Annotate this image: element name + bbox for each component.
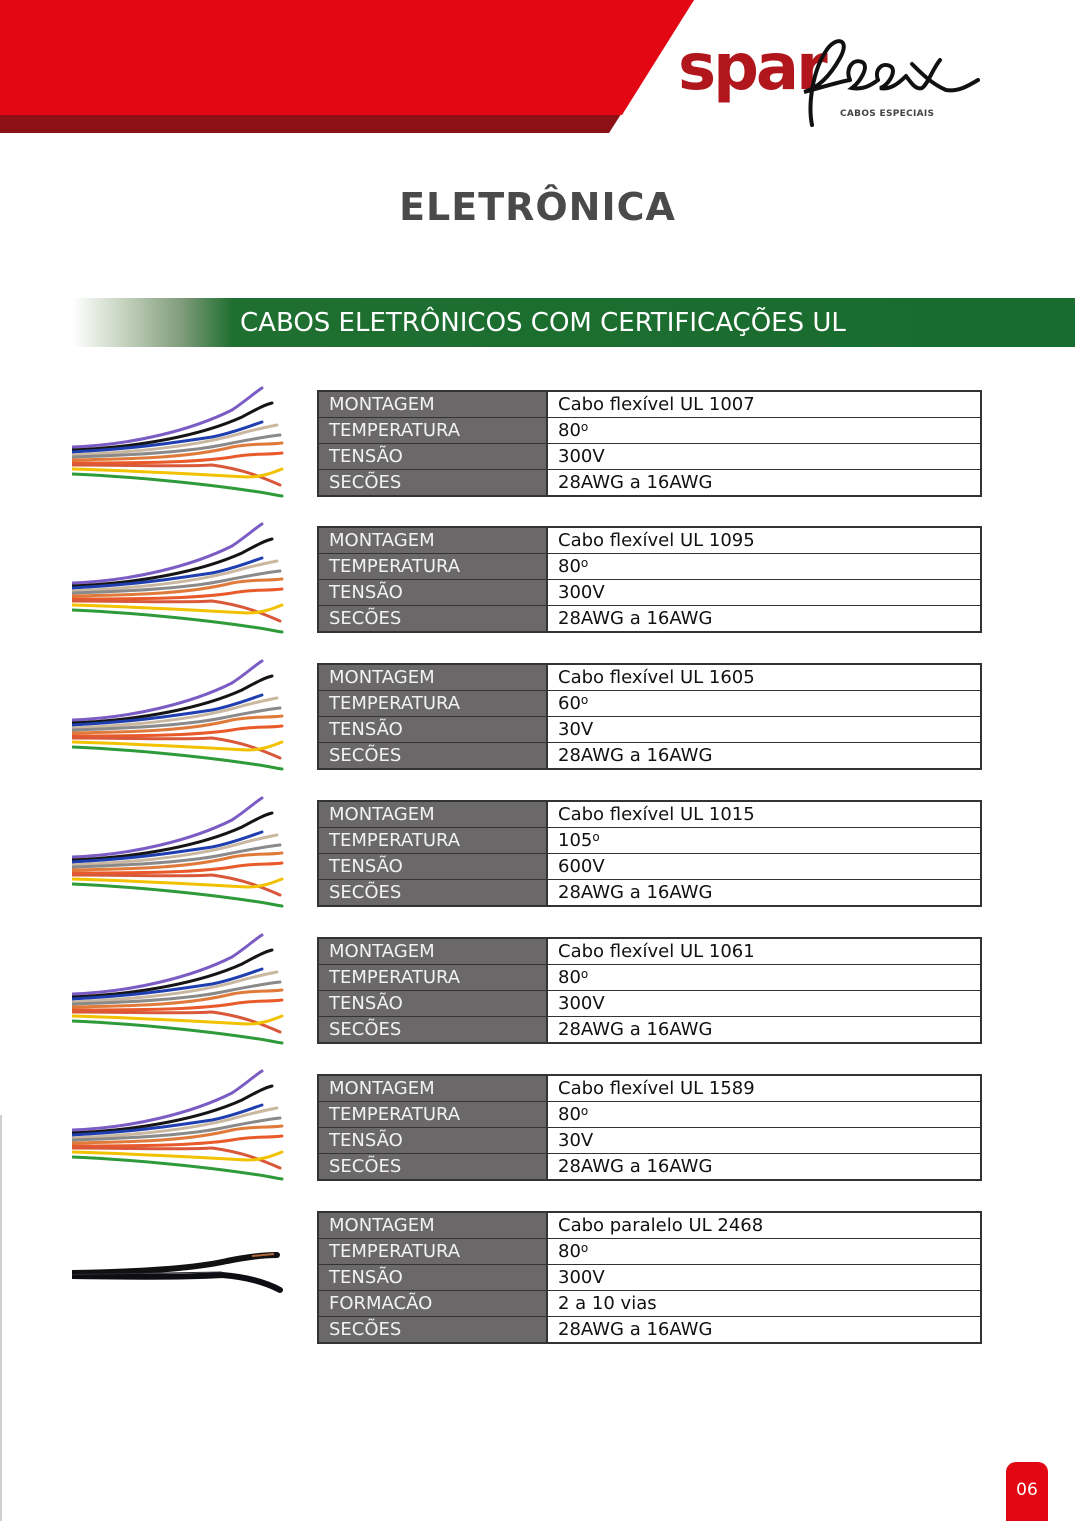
spec-value: 28AWG a 16AWG	[547, 1017, 981, 1044]
spec-row	[318, 664, 981, 691]
spec-label: SECÕES	[318, 606, 547, 633]
spec-row	[318, 743, 981, 770]
spec-label: TENSÃO	[318, 854, 547, 880]
spec-label: MONTAGEM	[318, 664, 547, 691]
degree-mark: o	[580, 1104, 589, 1118]
spec-value: 30V	[547, 717, 981, 743]
spec-row	[318, 1017, 981, 1044]
spec-row	[318, 717, 981, 743]
spec-table	[317, 937, 982, 1044]
section-title: CABOS ELETRÔNICOS COM CERTIFICAÇÕES UL	[240, 308, 846, 338]
spec-row	[318, 801, 981, 828]
temperature-value: 80	[558, 1104, 581, 1125]
temperature-value: 80	[558, 556, 581, 577]
logo-tagline: CABOS ESPECIAIS	[840, 109, 935, 119]
page-title: ELETRÔNICA	[399, 185, 676, 229]
spec-row	[318, 1317, 981, 1344]
header-red-band	[0, 0, 700, 140]
spec-row	[318, 580, 981, 606]
spec-row	[318, 527, 981, 554]
spec-label: SECÕES	[318, 743, 547, 770]
degree-mark: o	[580, 967, 589, 981]
spec-row	[318, 691, 981, 717]
spec-label: SECÕES	[318, 1154, 547, 1181]
spec-value: 30V	[547, 1128, 981, 1154]
spec-table	[317, 1211, 982, 1344]
spec-value: 28AWG a 16AWG	[547, 1154, 981, 1181]
spec-row	[318, 854, 981, 880]
temperature-value: 80	[558, 967, 581, 988]
spec-row	[318, 1239, 981, 1265]
cable-image-multicolor-wires	[72, 521, 284, 639]
spec-value: 28AWG a 16AWG	[547, 470, 981, 497]
spec-value: Cabo flexível UL 1605	[547, 664, 981, 691]
spec-value: 28AWG a 16AWG	[547, 1317, 981, 1344]
spec-value	[547, 418, 981, 444]
temperature-value: 105	[558, 830, 593, 851]
spec-value: 300V	[547, 580, 981, 606]
spec-label: TEMPERATURA	[318, 965, 547, 991]
cable-image-multicolor-wires	[72, 932, 284, 1050]
temperature-value: 80	[558, 420, 581, 441]
spec-label: FORMACÃO	[318, 1291, 547, 1317]
spec-table	[317, 390, 982, 497]
spec-label: TEMPERATURA	[318, 554, 547, 580]
spec-label: SECÕES	[318, 880, 547, 907]
temperature-value: 80	[558, 1241, 581, 1262]
spec-label: SECÕES	[318, 1317, 547, 1344]
logo-wordmark: spar	[678, 31, 825, 105]
degree-mark: o	[592, 830, 600, 844]
spec-row	[318, 470, 981, 497]
spec-value: 300V	[547, 991, 981, 1017]
spec-label: TEMPERATURA	[318, 1102, 547, 1128]
spec-value	[547, 691, 981, 717]
degree-mark: o	[580, 556, 589, 570]
spec-value	[547, 554, 981, 580]
spec-value: 600V	[547, 854, 981, 880]
page-number: 06	[1016, 1480, 1038, 1500]
spec-value: Cabo flexível UL 1095	[547, 527, 981, 554]
temperature-value: 60	[558, 693, 581, 714]
spec-table	[317, 1074, 982, 1181]
spec-row	[318, 606, 981, 633]
spec-label: MONTAGEM	[318, 527, 547, 554]
spec-value: Cabo flexível UL 1061	[547, 938, 981, 965]
spec-label: TEMPERATURA	[318, 691, 547, 717]
spec-label: TENSÃO	[318, 1128, 547, 1154]
spec-value: Cabo flexível UL 1015	[547, 801, 981, 828]
spec-label: MONTAGEM	[318, 391, 547, 418]
degree-mark: o	[580, 1241, 589, 1255]
degree-mark: o	[580, 693, 589, 707]
page-number-badge	[1006, 1462, 1048, 1521]
spec-row	[318, 1212, 981, 1239]
spec-value: Cabo flexível UL 1007	[547, 391, 981, 418]
spec-table	[317, 800, 982, 907]
spec-label: MONTAGEM	[318, 1075, 547, 1102]
spec-label: TEMPERATURA	[318, 828, 547, 854]
spec-value: 28AWG a 16AWG	[547, 743, 981, 770]
spec-table	[317, 526, 982, 633]
spec-row	[318, 444, 981, 470]
spec-row	[318, 1075, 981, 1102]
spec-label: TENSÃO	[318, 717, 547, 743]
spec-row	[318, 1265, 981, 1291]
spec-label: MONTAGEM	[318, 1212, 547, 1239]
spec-label: TENSÃO	[318, 991, 547, 1017]
degree-mark: o	[580, 420, 589, 434]
spec-row	[318, 880, 981, 907]
logo-script-flex	[790, 30, 980, 135]
spec-label: TEMPERATURA	[318, 418, 547, 444]
spec-row	[318, 1102, 981, 1128]
spec-row	[318, 938, 981, 965]
spec-row	[318, 1154, 981, 1181]
spec-label: MONTAGEM	[318, 801, 547, 828]
spec-value	[547, 965, 981, 991]
cable-image-multicolor-wires	[72, 385, 284, 503]
brand-logo	[675, 30, 995, 140]
spec-value: Cabo flexível UL 1589	[547, 1075, 981, 1102]
spec-table	[317, 663, 982, 770]
spec-label: SECÕES	[318, 1017, 547, 1044]
spec-label: SECÕES	[318, 470, 547, 497]
spec-value: 2 a 10 vias	[547, 1291, 981, 1317]
spec-row	[318, 1291, 981, 1317]
spec-value	[547, 828, 981, 854]
spec-row	[318, 391, 981, 418]
spec-value: 300V	[547, 1265, 981, 1291]
spec-label: MONTAGEM	[318, 938, 547, 965]
spec-label: TEMPERATURA	[318, 1239, 547, 1265]
cable-image-multicolor-wires	[72, 795, 284, 913]
spec-label: TENSÃO	[318, 1265, 547, 1291]
spec-row	[318, 965, 981, 991]
spec-value: 300V	[547, 444, 981, 470]
page-edge-rule	[0, 1115, 2, 1521]
spec-value: 28AWG a 16AWG	[547, 880, 981, 907]
spec-row	[318, 1128, 981, 1154]
section-banner	[72, 298, 1075, 347]
cable-image-black-parallel-cable	[72, 1235, 284, 1335]
cable-image-multicolor-wires	[72, 1068, 284, 1186]
cable-image-multicolor-wires	[72, 658, 284, 776]
spec-row	[318, 828, 981, 854]
spec-value: Cabo paralelo UL 2468	[547, 1212, 981, 1239]
spec-value: 28AWG a 16AWG	[547, 606, 981, 633]
spec-value	[547, 1102, 981, 1128]
spec-label: TENSÃO	[318, 444, 547, 470]
spec-row	[318, 991, 981, 1017]
spec-value	[547, 1239, 981, 1265]
spec-label: TENSÃO	[318, 580, 547, 606]
spec-row	[318, 418, 981, 444]
spec-row	[318, 554, 981, 580]
